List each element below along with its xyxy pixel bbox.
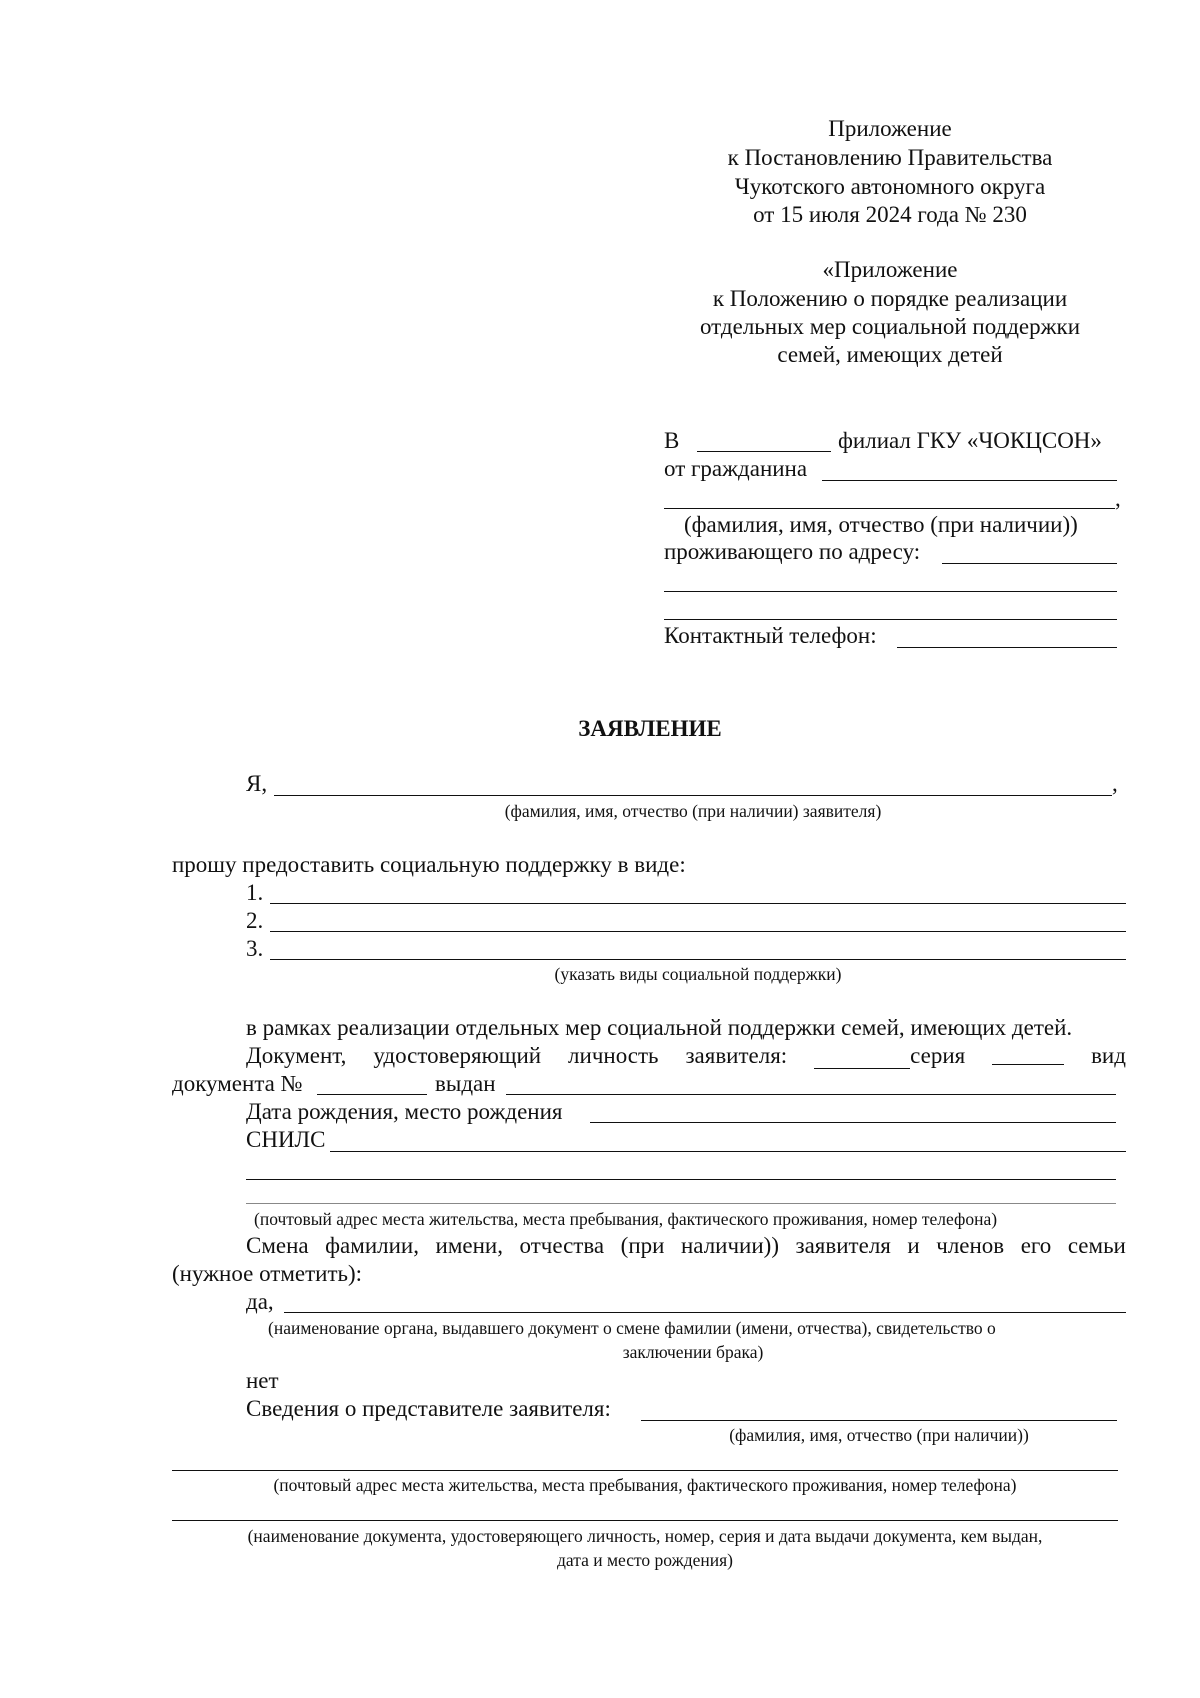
inner-appendix-line: семей, имеющих детей [777,342,1003,367]
inner-appendix-line: «Приложение [822,257,958,282]
inner-appendix-line: отдельных мер социальной поддержки [699,314,1081,339]
snils-field[interactable] [330,1151,1126,1152]
mark-needed: (нужное отметить): [172,1261,363,1286]
from-label: от гражданина [664,456,808,481]
applicant-name-field[interactable] [822,480,1117,481]
phone-label: Контактный телефон: [664,623,877,648]
name-change-word: фамилии, [325,1233,419,1258]
birth-field[interactable] [590,1122,1116,1123]
birth-label: Дата рождения, место рождения [246,1099,563,1124]
postal-address-field[interactable] [246,1179,1116,1180]
i-comma: , [1112,771,1118,796]
to-prefix: В [664,428,680,453]
form-title: ЗАЯВЛЕНИЕ [578,716,722,741]
item-number: 1. [246,880,264,905]
name-change-word: семьи [1067,1233,1126,1258]
name-change-word: (при [620,1233,665,1258]
phone-field[interactable] [897,647,1117,648]
address-field-2[interactable] [664,591,1117,592]
inner-appendix-line: к Положению о порядке реализации [712,286,1068,311]
doc-type-group [814,1043,965,1069]
name-change-word: Смена [246,1233,309,1258]
name-change-authority-field[interactable] [284,1312,1126,1313]
representative-name-hint: (фамилия, имя, отчество (при наличии)) [729,1425,1029,1445]
series-field[interactable] [992,1043,1064,1065]
id-word: заявителя: [685,1043,788,1068]
name-change-word: его [1020,1233,1052,1258]
representative-address-hint: (почтовый адрес места жительства, места пребывания, фактического проживания, номер телефона) [273,1475,1017,1495]
issued-by-field[interactable] [506,1094,1116,1095]
to-suffix: филиал ГКУ «ЧОКЦСОН» [838,428,1102,453]
name-change-line [246,1233,1126,1259]
name-change-word: отчества [519,1233,605,1258]
representative-name-field[interactable] [641,1420,1117,1421]
yes-option[interactable]: да, [246,1289,274,1314]
support-type-field-3[interactable] [270,959,1126,960]
series-label: серия [910,1043,966,1068]
id-document-line [246,1043,1126,1069]
yes-hint: (наименование органа, выдавшего документ о смене фамилии (имени, отчества), свидетельство о [268,1318,996,1338]
address-field[interactable] [942,563,1117,564]
applicant-fullname-field[interactable] [274,795,1112,796]
i-hint: (фамилия, имя, отчество (при наличии) заявителя) [504,801,882,821]
kind-label: вид [1091,1043,1126,1068]
comma: , [1115,486,1121,511]
postal-address-field-2[interactable] [246,1203,1116,1204]
branch-field[interactable] [697,451,831,452]
yes-hint: заключении брака) [622,1342,764,1362]
issued-label: выдан [435,1071,496,1096]
name-change-word: членов [936,1233,1005,1258]
name-change-word: имени, [435,1233,503,1258]
items-hint: (указать виды социальной поддержки) [554,964,842,984]
id-word: Документ, [246,1043,347,1068]
doc-type-field[interactable] [814,1047,910,1069]
representative-label: Сведения о представителе заявителя: [246,1396,611,1421]
applicant-name-field-2[interactable] [664,508,1115,509]
representative-document-field[interactable] [172,1520,1118,1521]
appendix-line: к Постановлению Правительства [727,145,1053,170]
address-hint: (почтовый адрес места жительства, места пребывания, фактического проживания, номер телефона) [254,1209,998,1229]
representative-document-hint: (наименование документа, удостоверяющего личность, номер, серия и дата выдачи документа, кем выдан, [247,1526,1043,1546]
name-change-word: наличии)) [680,1233,779,1258]
id-word: удостоверяющий [373,1043,542,1068]
request-text: прошу предоставить социальную поддержку в виде: [172,852,686,877]
appendix-line: Чукотского автономного округа [734,174,1046,199]
no-option[interactable]: нет [246,1368,279,1393]
name-change-word: и [907,1233,920,1258]
id-word: личность [568,1043,659,1068]
item-number: 2. [246,908,264,933]
appendix-line: от 15 июля 2024 года № 230 [753,202,1027,227]
doc-number-field[interactable] [317,1094,427,1095]
snils-label: СНИЛС [246,1127,326,1152]
address-label: проживающего по адресу: [664,539,921,564]
support-type-field-1[interactable] [270,903,1126,904]
name-hint: (фамилия, имя, отчество (при наличии)) [684,512,1078,537]
framework-text: в рамках реализации отдельных мер социальной поддержки семей, имеющих детей. [246,1015,1073,1040]
representative-document-hint: дата и место рождения) [557,1550,733,1570]
item-number: 3. [246,936,264,961]
support-type-field-2[interactable] [270,931,1126,932]
doc-number-label: документа № [172,1071,303,1096]
address-field-3[interactable] [664,619,1117,620]
representative-address-field[interactable] [172,1470,1118,1471]
appendix-line: Приложение [828,116,952,141]
i-label: Я, [246,771,268,796]
name-change-word: заявителя [795,1233,891,1258]
